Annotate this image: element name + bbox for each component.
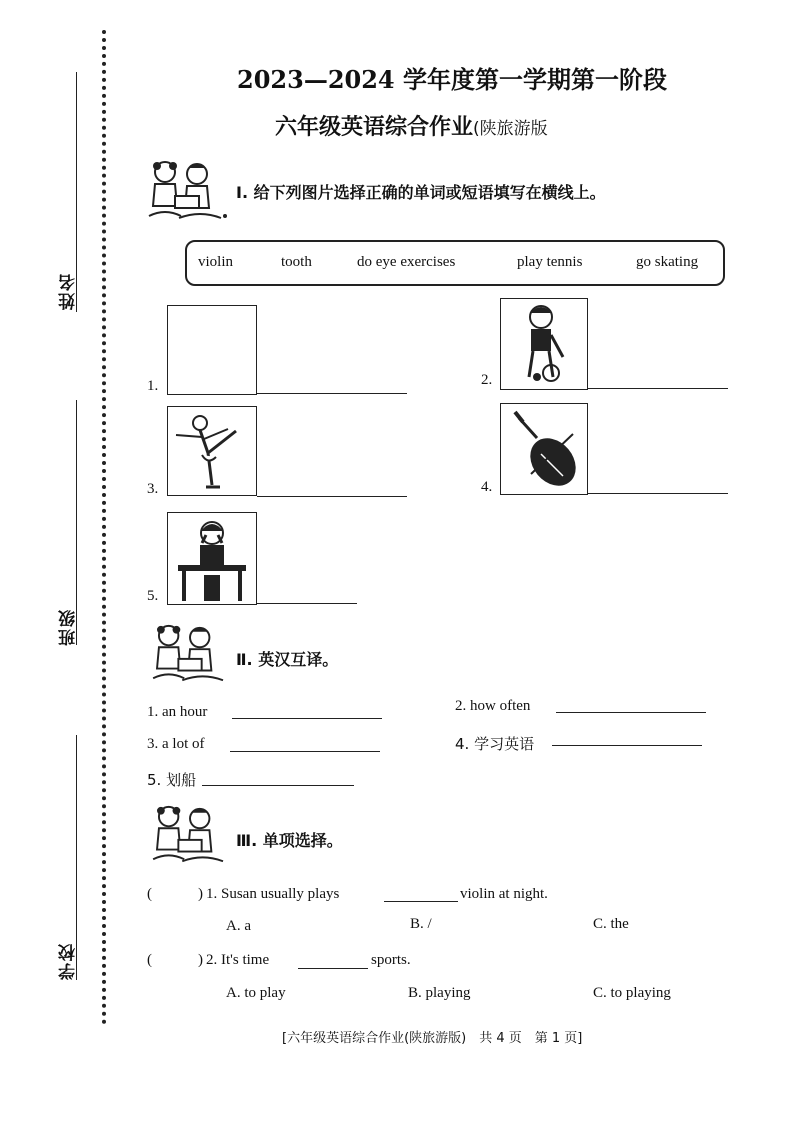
section1-heading: Ⅰ. 给下列图片选择正确的单词或短语填写在横线上。 bbox=[236, 183, 606, 202]
violin-icon bbox=[501, 404, 587, 494]
word-bank-item: play tennis bbox=[517, 254, 583, 270]
picture-number: 1. bbox=[147, 378, 159, 394]
translation-item: 5. 划船 bbox=[147, 771, 197, 789]
kids-reading-icon bbox=[148, 803, 233, 869]
binding-dotted-line bbox=[102, 30, 106, 1025]
answer-line[interactable] bbox=[588, 493, 728, 494]
page-footer: [六年级英语综合作业(陕旅游版) 共 4 页 第 1 页] bbox=[282, 1031, 583, 1046]
name-label: 姓名 bbox=[59, 272, 79, 310]
translation-item: 4. 学习英语 bbox=[455, 735, 535, 753]
answer-line[interactable] bbox=[257, 496, 407, 497]
question-stem-end: sports. bbox=[371, 952, 411, 968]
option-c[interactable]: C. to playing bbox=[593, 985, 671, 1001]
word-bank-item: do eye exercises bbox=[357, 254, 456, 270]
kids-reading-icon bbox=[145, 158, 230, 226]
page-subtitle-wrap bbox=[275, 110, 548, 141]
option-b[interactable]: B. playing bbox=[408, 985, 471, 1001]
picture-number: 3. bbox=[147, 481, 159, 497]
answer-line[interactable] bbox=[202, 785, 354, 786]
picture-5-box bbox=[167, 512, 257, 605]
page-title: 2023—2024 学年度第一学期第一阶段 bbox=[237, 65, 667, 94]
translation-item: 2. how often bbox=[455, 698, 531, 714]
class-line bbox=[76, 400, 77, 645]
answer-blank[interactable] bbox=[298, 968, 368, 969]
option-a[interactable]: A. to play bbox=[226, 985, 286, 1001]
school-line bbox=[76, 735, 77, 980]
option-a[interactable]: A. a bbox=[226, 918, 251, 934]
question-paren-close: ) bbox=[198, 952, 203, 968]
picture-number: 5. bbox=[147, 588, 159, 604]
question-paren-open: ( bbox=[147, 952, 152, 968]
boy-playing-tennis-icon bbox=[501, 299, 587, 389]
word-bank-item: go skating bbox=[636, 254, 699, 270]
answer-blank[interactable] bbox=[384, 901, 458, 902]
answer-line[interactable] bbox=[232, 718, 382, 719]
girl-skating-icon bbox=[168, 407, 256, 495]
word-bank-item: tooth bbox=[281, 254, 312, 270]
picture-3-box bbox=[167, 406, 257, 496]
translation-item: 1. an hour bbox=[147, 704, 208, 720]
school-label: 学校 bbox=[59, 942, 79, 980]
picture-1-box bbox=[167, 305, 257, 395]
option-b[interactable]: B. / bbox=[410, 916, 432, 932]
picture-4-box bbox=[500, 403, 588, 495]
subtitle-edition: (陕旅游版 bbox=[473, 119, 548, 139]
kids-reading-icon bbox=[148, 622, 233, 688]
picture-number: 2. bbox=[481, 372, 493, 388]
page-subtitle: 六年级英语综合作业 bbox=[275, 115, 474, 140]
option-c[interactable]: C. the bbox=[593, 916, 629, 932]
name-line bbox=[76, 72, 77, 312]
answer-line[interactable] bbox=[257, 393, 407, 394]
answer-line[interactable] bbox=[556, 712, 706, 713]
section3-heading: Ⅲ. 单项选择。 bbox=[236, 831, 343, 850]
question-paren-open: ( bbox=[147, 886, 152, 902]
section2-heading: Ⅱ. 英汉互译。 bbox=[236, 650, 339, 669]
class-label: 班级 bbox=[59, 608, 79, 646]
question-stem: 1. Susan usually plays bbox=[206, 886, 340, 902]
answer-line[interactable] bbox=[588, 388, 728, 389]
answer-line[interactable] bbox=[257, 603, 357, 604]
answer-line[interactable] bbox=[230, 751, 380, 752]
word-bank-item: violin bbox=[198, 254, 234, 270]
picture-number: 4. bbox=[481, 479, 493, 495]
question-paren-close: ) bbox=[198, 886, 203, 902]
question-stem: 2. It's time bbox=[206, 952, 270, 968]
answer-line[interactable] bbox=[552, 745, 702, 746]
translation-item: 3. a lot of bbox=[147, 736, 205, 752]
child-eye-exercises-icon bbox=[168, 513, 256, 604]
question-stem-end: violin at night. bbox=[460, 886, 548, 902]
picture-2-box bbox=[500, 298, 588, 390]
